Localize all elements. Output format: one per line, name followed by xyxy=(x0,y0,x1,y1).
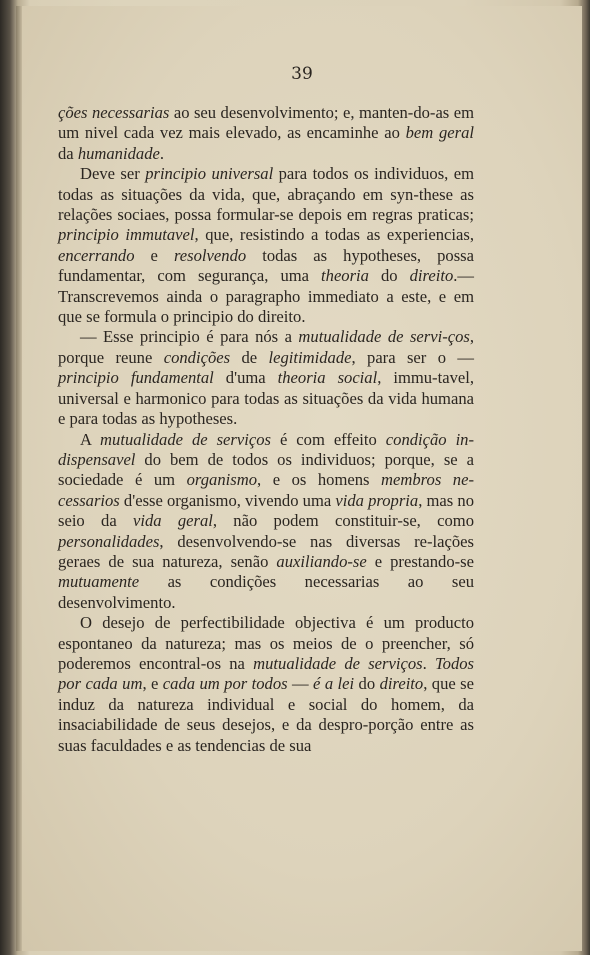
text-run: , e xyxy=(142,674,163,694)
italic-text: condições xyxy=(163,347,231,367)
text-run: .—Transcrevemos ainda o paragrapho immediato a este, e em que se formula o principio do direito. xyxy=(58,266,474,327)
text-run: todas as hypotheses, possa fundamentar, com segurança, uma xyxy=(58,245,474,286)
italic-text: direito xyxy=(379,674,424,694)
italic-text: resolvendo xyxy=(173,245,247,265)
text-run: d'uma xyxy=(213,368,278,388)
text-run: , desenvolvendo-se nas diversas re-lações geraes de sua natureza, senão xyxy=(58,531,474,571)
italic-text: auxiliando-se xyxy=(276,551,367,571)
text-run: ao seu desenvolvimento; e, manten-do-as em um nivel cada vez mais elevado, as encaminhe ao xyxy=(58,103,474,143)
page-number: 39 xyxy=(291,64,313,84)
italic-text: humanidade xyxy=(77,143,160,163)
italic-text: vida geral xyxy=(132,511,213,531)
italic-text: principio fundamental xyxy=(58,368,214,388)
text-run: , que, resistindo a todas as experiencias, xyxy=(194,225,474,245)
text-run: e xyxy=(134,245,174,265)
italic-text: cada um por todos xyxy=(162,674,288,694)
italic-text: theoria xyxy=(321,266,369,286)
italic-text: principio universal xyxy=(145,164,274,184)
paragraph xyxy=(58,430,474,614)
italic-text: condição in-dispensavel xyxy=(58,429,475,469)
italic-text: mutuamente xyxy=(58,572,140,592)
text-run: de xyxy=(230,347,269,367)
italic-text: mutualidade de serviços xyxy=(253,653,423,673)
text-run: do bem de todos os individuos; porque, se a sociedade é um xyxy=(58,449,474,490)
text-run: Deve ser xyxy=(80,164,146,184)
text-run: é com effeito xyxy=(270,429,386,449)
italic-text: encerrando xyxy=(58,245,135,265)
text-run: e prestando-se xyxy=(366,551,474,571)
text-run: , porque reune xyxy=(58,327,475,367)
italic-text: vida propria xyxy=(335,490,419,510)
text-run: , para ser o — xyxy=(351,347,474,367)
italic-text: organismo xyxy=(186,470,257,490)
text-run: para todos os individuos, em todas as situações da vida, que, abraçando em syn-these as relações sociaes, possa formular-se depois em regras praticas; xyxy=(58,164,475,225)
italic-text: legitimidade xyxy=(268,347,352,367)
text-run: O desejo de perfectibilidade objectiva é um producto espontaneo da natureza; mas os meios de o preencher, só poderemos encontral-os na xyxy=(58,613,474,673)
italic-text: bem geral xyxy=(405,123,475,143)
italic-text: ções necessarias xyxy=(58,103,170,122)
text-run: da xyxy=(58,143,78,163)
italic-text: personalidades xyxy=(58,531,160,551)
italic-text: theoria social xyxy=(277,368,378,388)
paragraph xyxy=(58,103,474,164)
text-run: , não podem constituir-se, como xyxy=(212,511,474,531)
text-run: . xyxy=(422,653,435,673)
text-run: — xyxy=(287,674,314,694)
italic-text: mutualidade de servi-ços xyxy=(298,327,470,347)
paragraph xyxy=(58,327,474,429)
paragraph xyxy=(58,613,474,756)
text-run: , immu-tavel, universal e harmonico para todas as situações da vida humana e para todas as hypotheses. xyxy=(58,368,474,429)
text-run: — Esse principio é para nós a xyxy=(80,327,299,347)
italic-text: membros ne-cessarios xyxy=(58,470,474,510)
paragraph xyxy=(58,164,474,327)
text-run: do xyxy=(354,674,380,694)
italic-text: principio immutavel xyxy=(58,225,195,245)
italic-text: direito xyxy=(409,266,454,286)
body-text xyxy=(58,103,474,756)
text-run: , que se induz da natureza individual e social do homem, da insaciabilidade de seus desejos, e da despro-porção entre as suas faculdades e as tendencias de sua xyxy=(58,674,474,755)
text-run: A xyxy=(80,429,101,449)
text-run: d'esse organismo, vivendo uma xyxy=(119,490,336,510)
text-run: , e os homens xyxy=(257,470,382,490)
text-run: , mas no seio da xyxy=(58,490,474,531)
book-page xyxy=(22,6,582,951)
italic-text: mutualidade de serviços xyxy=(100,429,271,449)
italic-text: Todos por cada um xyxy=(58,653,475,694)
text-run: do xyxy=(368,266,410,286)
text-run: . xyxy=(159,143,165,163)
text-run: as condições necessarias ao seu desenvolvimento. xyxy=(58,572,474,612)
italic-text: é a lei xyxy=(313,674,355,694)
